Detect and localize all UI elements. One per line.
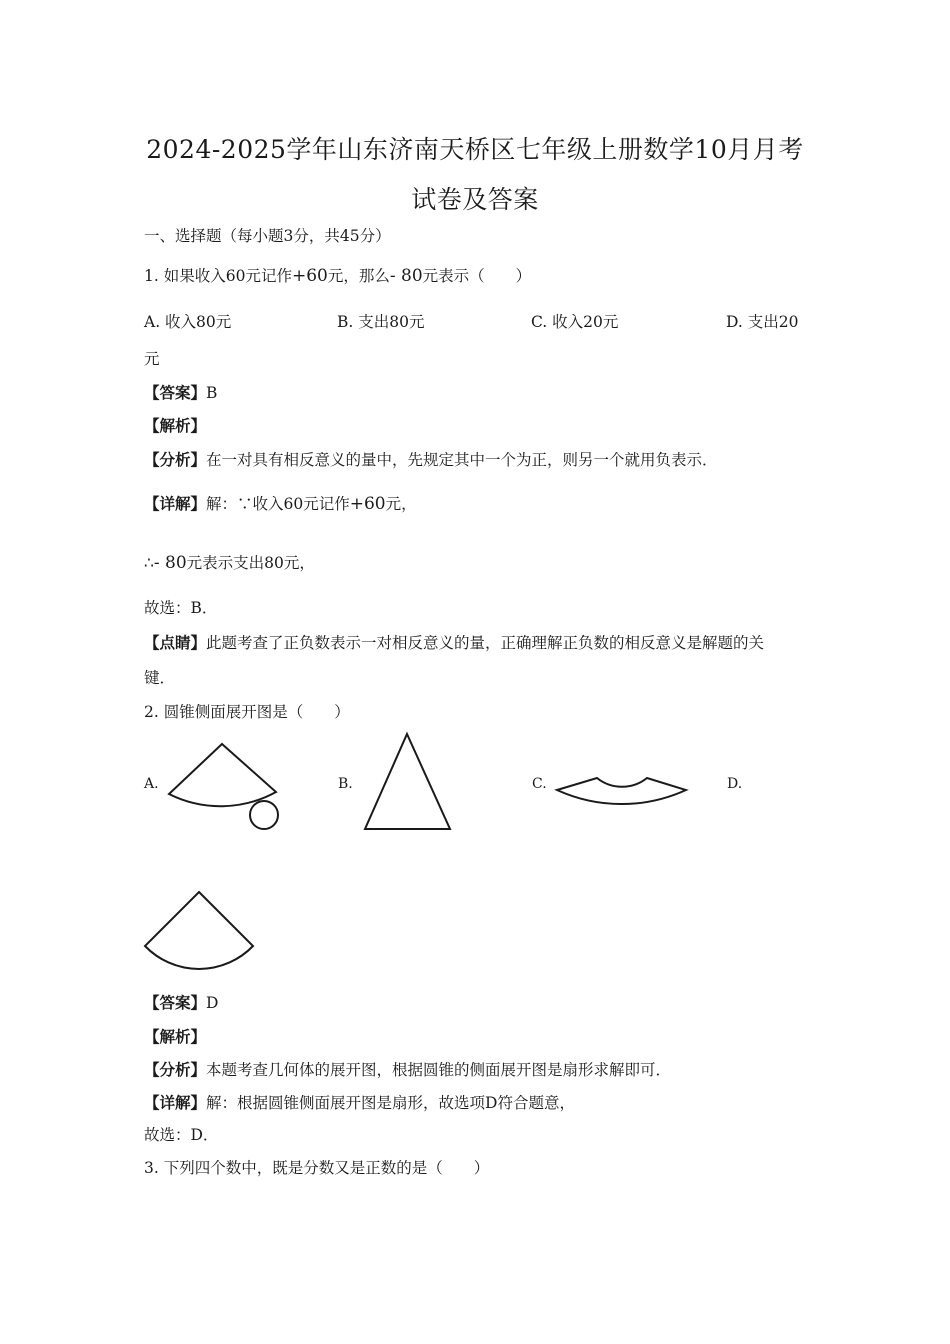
q1-option-d-wrap: 元 [144, 350, 160, 368]
section-heading: 一、选择题（每小题3分，共45分） [144, 227, 391, 245]
q1-option-d: D. 支出20 [726, 313, 799, 331]
q1-detail-tag: 【详解】 [144, 494, 207, 513]
q2-answer [144, 995, 218, 1012]
q1-comment-text: 此题考查了正负数表示一对相反意义的量，正确理解正负数的相反意义是解题的关 [206, 634, 765, 652]
triangle-figure [360, 730, 455, 835]
q1-stem-negative-value: - 80 [389, 266, 423, 286]
question-1-stem [144, 268, 531, 285]
q1-comment-wrap: 键． [144, 669, 176, 687]
q2-analysis-text: 本题考查几何体的展开图，根据圆锥的侧面展开图是扇形求解即可． [206, 1061, 672, 1079]
document-title-line-2: 试卷及答案 [411, 185, 539, 214]
base-circle [250, 801, 278, 829]
sector-with-circle-figure [165, 740, 285, 835]
therefore-symbol: ∴ [144, 554, 154, 572]
q2-detail-tag: 【详解】 [144, 1093, 207, 1112]
document-title-line-1: 2024-2025学年山东济南天桥区七年级上册数学10月月考 [146, 135, 804, 164]
sector-shape [145, 892, 253, 969]
triangle-shape [365, 734, 450, 829]
q2-option-a-label: A. [144, 776, 159, 792]
q1-stem-positive-value: +60 [291, 266, 328, 286]
q1-analysis-tag: 【分析】 [144, 450, 207, 469]
q1-stem-text-a: 1. 如果收入60元记作 [144, 267, 292, 285]
q2-answer-value: D [206, 994, 219, 1012]
q1-therefore-text: 元表示支出80元， [186, 554, 315, 572]
q2-option-b-label: B. [338, 776, 353, 792]
annular-sector-figure [553, 772, 693, 834]
annular-sector-shape [557, 778, 686, 804]
q1-detail [144, 496, 417, 513]
q2-option-d-label: D. [727, 776, 743, 792]
q1-detail-value: +60 [349, 494, 386, 514]
q1-detail-text-c: 元， [385, 495, 417, 513]
question-2-stem: 2. 圆锥侧面展开图是（ ） [144, 703, 350, 721]
q2-answer-tag: 【答案】 [144, 993, 207, 1012]
q1-analysis [144, 452, 718, 469]
q2-conclusion: 故选：D． [144, 1126, 219, 1144]
q1-answer-tag: 【答案】 [144, 383, 207, 402]
q1-analysis-text: 在一对具有相反意义的量中，先规定其中一个为正，则另一个就用负表示． [206, 451, 718, 469]
q1-stem-text-e: 元表示（ ） [422, 267, 532, 285]
q1-therefore [144, 555, 315, 572]
sector-shape [169, 744, 276, 806]
q1-answer-value: B [206, 384, 218, 402]
q2-analysis [144, 1062, 671, 1079]
q2-detail [144, 1095, 575, 1112]
q1-conclusion: 故选：B． [144, 599, 218, 617]
q1-comment-tag: 【点睛】 [144, 633, 207, 652]
q1-answer [144, 385, 217, 402]
q2-analysis-tag: 【分析】 [144, 1060, 207, 1079]
q1-stem-text-c: 元，那么 [327, 267, 390, 285]
q2-detail-text: 解：根据圆锥侧面展开图是扇形，故选项D符合题意， [206, 1094, 575, 1112]
q2-option-c-label: C. [532, 776, 547, 792]
sector-figure [140, 888, 260, 978]
q1-option-b: B. 支出80元 [337, 313, 425, 331]
q1-comment [144, 635, 764, 652]
q1-jiexi-heading: 【解析】 [144, 416, 207, 435]
q1-therefore-value: - 80 [153, 553, 187, 573]
q1-option-c: C. 收入20元 [531, 313, 619, 331]
q2-jiexi-heading: 【解析】 [144, 1027, 207, 1046]
q1-detail-text-a: 解：∵收入60元记作 [206, 495, 350, 513]
question-3-stem: 3. 下列四个数中，既是分数又是正数的是（ ） [144, 1159, 490, 1177]
q1-option-a: A. 收入80元 [144, 313, 232, 331]
